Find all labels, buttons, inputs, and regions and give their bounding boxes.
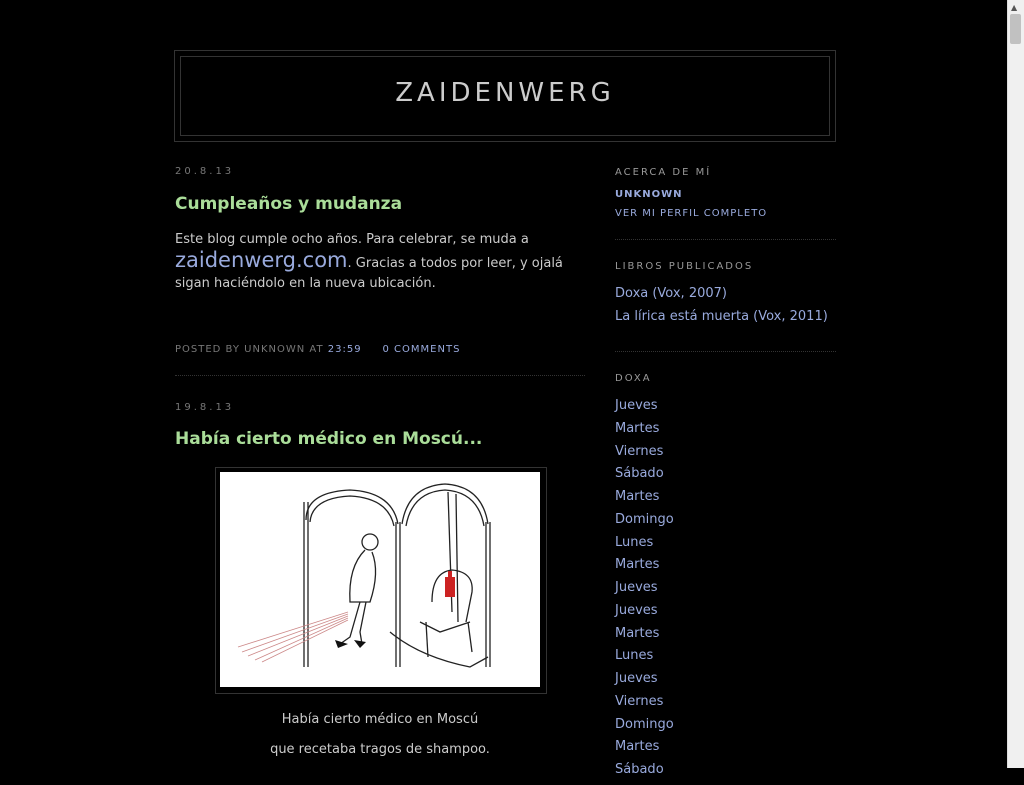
doxa-day-link[interactable]: Martes (615, 557, 660, 573)
doxa-day-link[interactable]: Martes (615, 739, 660, 755)
post-illustration-frame[interactable] (215, 467, 547, 694)
post-date: 20.8.13 (175, 166, 235, 177)
scrollbar-thumb[interactable] (1010, 14, 1021, 44)
doxa-section (615, 352, 836, 785)
doxa-day-link[interactable]: Domingo (615, 511, 674, 527)
doxa-day-link[interactable]: Domingo (615, 716, 674, 732)
about-heading: ACERCA DE MÍ (615, 167, 712, 178)
post-title[interactable]: Cumpleaños y mudanza (175, 194, 403, 214)
sidebar (615, 162, 836, 785)
post-footer (175, 344, 585, 355)
doxa-day-link[interactable]: Martes (615, 625, 660, 641)
post-text: . Gracias a todos por leer, y ojalá sigan haciéndolo en la nueva ubicación. (175, 256, 563, 291)
doxa-day-link[interactable]: Sábado (615, 762, 664, 777)
doxa-day-link[interactable]: Martes (615, 420, 660, 436)
doxa-heading: DOXA (615, 373, 652, 384)
blog-title-link[interactable]: ZAIDENWERG (395, 78, 615, 108)
doxa-day-link[interactable]: Viernes (615, 443, 664, 459)
zaidenwerg-link[interactable]: zaidenwerg.com (175, 248, 348, 272)
post-body (175, 230, 585, 294)
main-column (175, 162, 585, 757)
vertical-scrollbar[interactable] (1007, 0, 1024, 768)
illustration-drawing (220, 472, 540, 687)
red-bottle (445, 577, 455, 597)
post-date: 19.8.13 (175, 402, 235, 413)
view-profile-link[interactable]: VER MI PERFIL COMPLETO (615, 208, 768, 219)
doxa-day-link[interactable]: Jueves (615, 580, 658, 595)
book-link[interactable]: La lírica está muerta (Vox, 2011) (615, 309, 828, 324)
post-title[interactable]: Había cierto médico en Moscú... (175, 429, 483, 449)
comments-link[interactable]: 0 COMMENTS (382, 344, 461, 355)
doxa-day-link[interactable]: Martes (615, 489, 660, 504)
posted-by-text: POSTED BY UNKNOWN AT (175, 344, 324, 355)
author-name-link[interactable]: UNKNOWN (615, 189, 683, 200)
post (175, 166, 585, 376)
post (175, 376, 585, 757)
scroll-up-arrow-icon[interactable]: ▲ (1011, 3, 1018, 12)
doxa-link-list (615, 398, 836, 785)
post-illustration (220, 472, 540, 687)
about-section (615, 162, 836, 240)
doxa-day-link[interactable]: Lunes (615, 648, 654, 664)
post-text: Este blog cumple ocho años. Para celebrar, se muda a (175, 232, 529, 247)
books-section (615, 240, 836, 352)
doxa-day-link[interactable]: Jueves (615, 602, 658, 618)
doxa-day-link[interactable]: Jueves (615, 398, 658, 413)
books-heading: LIBROS PUBLICADOS (615, 261, 754, 272)
doxa-day-link[interactable]: Lunes (615, 534, 654, 550)
book-link[interactable]: Doxa (Vox, 2007) (615, 286, 727, 301)
doxa-day-link[interactable]: Viernes (615, 693, 664, 709)
post-caption-line: Había cierto médico en Moscú (281, 712, 479, 727)
post-caption-line: que recetaba tragos de shampoo. (270, 742, 490, 757)
blog-header-inner (180, 56, 830, 136)
doxa-day-link[interactable]: Jueves (615, 671, 658, 686)
doxa-day-link[interactable]: Sábado (615, 466, 664, 482)
post-timestamp-link[interactable]: 23:59 (327, 344, 362, 355)
blog-header (174, 50, 836, 142)
